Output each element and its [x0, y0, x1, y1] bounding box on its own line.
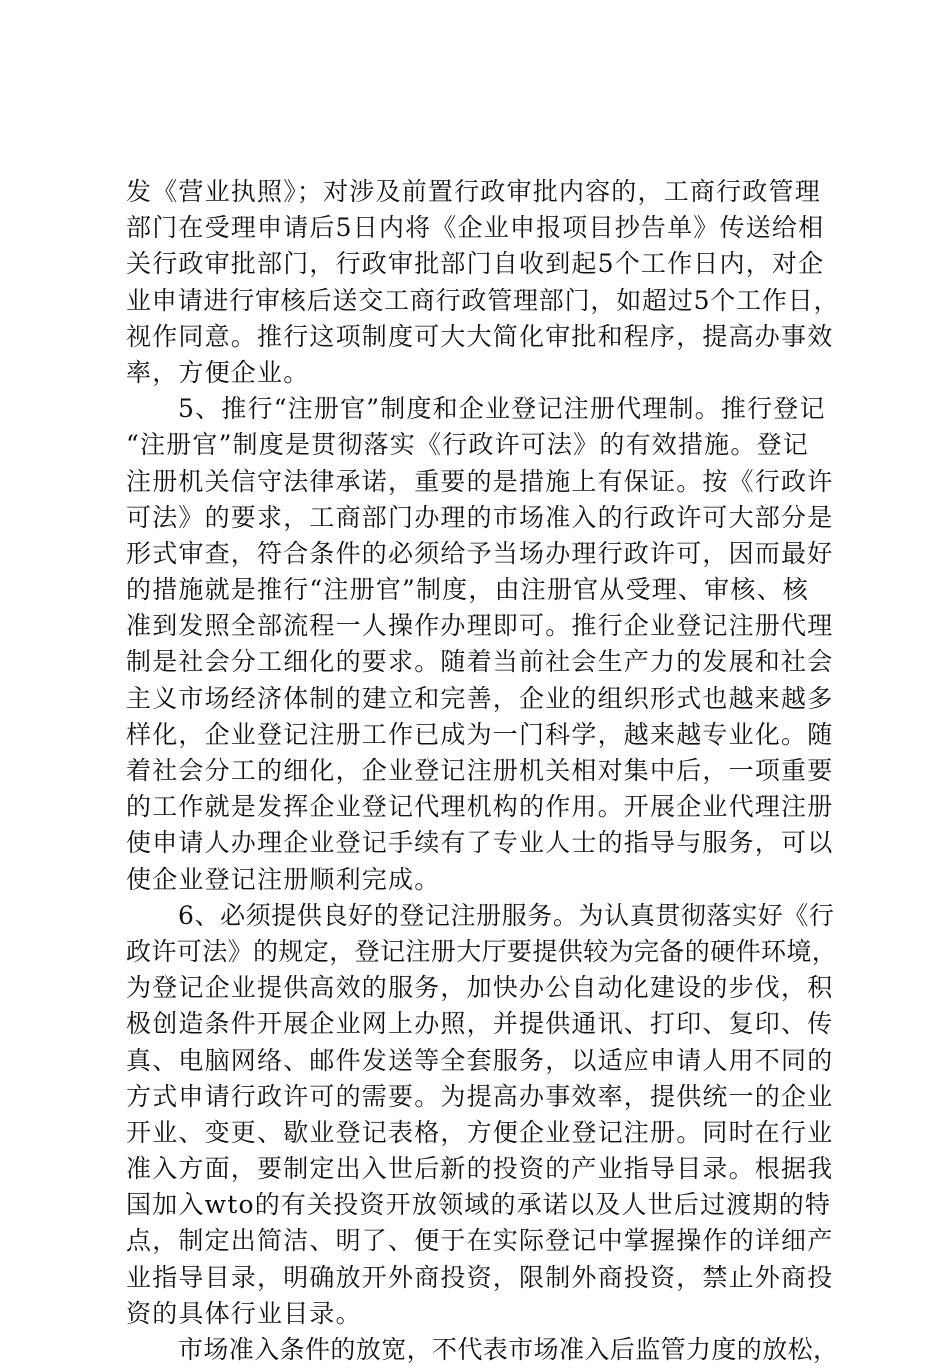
- text-line: 开业、变更、歇业登记表格，方便企业登记注册。同时在行业: [126, 1117, 834, 1147]
- text-line: 制是社会分工细化的要求。随着当前社会生产力的发展和社会: [126, 647, 834, 677]
- text-line: 主义市场经济体制的建立和完善，企业的组织形式也越来越多: [126, 683, 834, 713]
- text-line: 视作同意。推行这项制度可大大简化审批和程序，提高办事效: [126, 321, 834, 351]
- text-line: 国加入wto的有关投资开放领域的承诺以及人世后过渡期的特: [126, 1190, 832, 1220]
- text-line: 真、电脑网络、邮件发送等全套服务，以适应申请人用不同的: [126, 1045, 834, 1075]
- text-line: 关行政审批部门，行政审批部门自收到起5个工作日内，对企: [126, 249, 825, 279]
- text-line: 注册机关信守法律承诺，重要的是措施上有保证。按《行政许: [126, 466, 834, 496]
- text-line: 资的具体行业目录。: [126, 1298, 362, 1328]
- text-line: 的措施就是推行“注册官”制度，由注册官从受理、审核、核: [126, 575, 809, 605]
- text-line: 点，制定出简洁、明了、便于在实际登记中掌握操作的详细产: [126, 1226, 834, 1256]
- text-line: 6、必须提供良好的登记注册服务。为认真贯彻落实好《行: [178, 900, 835, 930]
- text-line: 率，方便企业。: [126, 357, 310, 387]
- text-line: 业指导目录，明确放开外商投资，限制外商投资，禁止外商投: [126, 1262, 834, 1292]
- text-line: 使申请人办理企业登记手续有了专业人士的指导与服务，可以: [126, 828, 834, 858]
- text-line: 业申请进行审核后送交工商行政管理部门，如超过5个工作日，: [126, 285, 840, 315]
- text-line: 准入方面，要制定出入世后新的投资的产业指导目录。根据我: [126, 1154, 834, 1184]
- text-line: 5、推行“注册官”制度和企业登记注册代理制。推行登记: [178, 394, 826, 424]
- text-line: 着社会分工的细化，企业登记注册机关相对集中后，一项重要: [126, 756, 834, 785]
- text-line: 形式审查，符合条件的必须给予当场办理行政许可，因而最好: [126, 538, 834, 568]
- body-text: [126, 174, 840, 1368]
- text-line: 的工作就是发挥企业登记代理机构的作用。开展企业代理注册: [126, 792, 834, 822]
- text-line: 部门在受理申请后5日内将《企业申报项目抄告单》传送给相: [126, 213, 825, 243]
- text-line: 可法》的要求，工商部门办理的市场准入的行政许可大部分是: [126, 502, 834, 532]
- text-line: 市场准入条件的放宽，不代表市场准入后监管力度的放松，: [178, 1335, 839, 1364]
- text-line: 政许可法》的规定，登记注册大厅要提供较为完备的硬件环境，: [126, 936, 838, 966]
- text-line: 使企业登记注册顺利完成。: [126, 864, 441, 894]
- text-line: 发《营业执照》；对涉及前置行政审批内容的，工商行政管理: [126, 177, 821, 206]
- text-line: 准到发照全部流程一人操作办理即可。推行企业登记注册代理: [126, 611, 834, 641]
- text-line: 样化，企业登记注册工作已成为一门科学，越来越专业化。随: [126, 719, 834, 749]
- text-line: “注册官”制度是贯彻落实《行政许可法》的有效措施。登记: [126, 430, 809, 460]
- text-line: 为登记企业提供高效的服务，加快办公自动化建设的步伐，积: [126, 973, 834, 1003]
- text-line: 方式申请行政许可的需要。为提高办事效率，提供统一的企业: [126, 1081, 834, 1111]
- text-line: 极创造条件开展企业网上办照，并提供通讯、打印、复印、传: [126, 1009, 834, 1039]
